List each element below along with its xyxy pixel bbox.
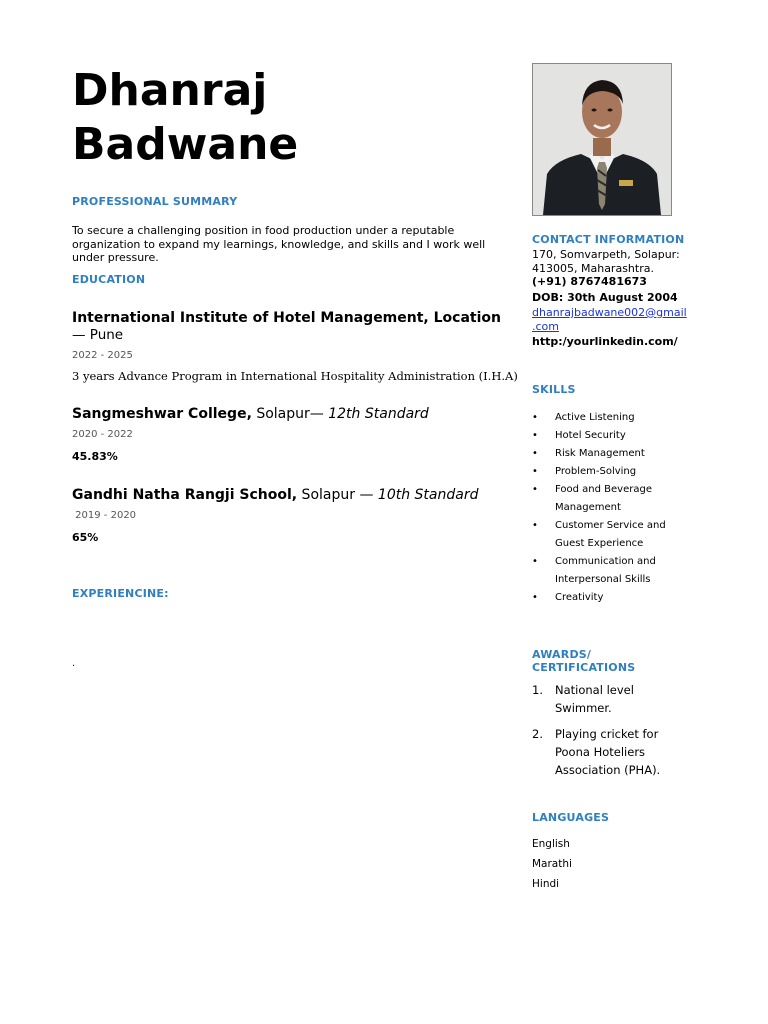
languages-list bbox=[532, 834, 572, 894]
skill-item: • Creativity bbox=[532, 589, 712, 607]
summary-heading: PROFESSIONAL SUMMARY bbox=[72, 195, 238, 208]
school-location: — Pune bbox=[72, 327, 124, 343]
contact-block bbox=[532, 248, 702, 349]
education-entry-1 bbox=[72, 310, 501, 326]
language-item: Marathi bbox=[532, 858, 572, 870]
skills-heading: SKILLS bbox=[532, 383, 576, 396]
school-name: Gandhi Natha Rangji School, bbox=[72, 487, 298, 503]
experience-heading: EXPERIENCINE: bbox=[72, 587, 169, 600]
skill-item: • Food and Beverage Management bbox=[532, 481, 712, 517]
language-item: Hindi bbox=[532, 878, 560, 890]
bullet-icon: • bbox=[532, 520, 538, 531]
skill-item: • Problem-Solving bbox=[532, 463, 712, 481]
person-illustration bbox=[533, 64, 671, 215]
language-item: English bbox=[532, 838, 570, 850]
school-name: International Institute of Hotel Management, Location bbox=[72, 310, 501, 326]
linkedin-url: http:/yourlinkedin.com/ bbox=[532, 335, 678, 348]
email-link-line2[interactable]: .com bbox=[532, 319, 559, 333]
skill-item: • Communication and Interpersonal Skills bbox=[532, 553, 712, 589]
email-link[interactable] bbox=[532, 306, 702, 333]
school-grade: 65% bbox=[72, 531, 99, 544]
education-heading: EDUCATION bbox=[72, 273, 146, 286]
profile-photo bbox=[532, 63, 672, 216]
bullet-icon: • bbox=[532, 466, 538, 477]
school-name: Sangmeshwar College, bbox=[72, 406, 252, 422]
awards-list bbox=[532, 681, 702, 787]
phone-number: (+91) 8767481673 bbox=[532, 275, 647, 288]
address-line: 170, Somvarpeth, Solapur: bbox=[532, 248, 680, 261]
skill-item: • Active Listening bbox=[532, 409, 712, 427]
school-grade: 45.83% bbox=[72, 450, 118, 463]
school-location: Solapur — bbox=[297, 487, 378, 503]
school-years: 2019 - 2020 bbox=[72, 510, 137, 521]
contact-heading: CONTACT INFORMATION bbox=[532, 233, 685, 246]
school-standard: 12th Standard bbox=[328, 406, 429, 422]
awards-heading: AWARDS/ CERTIFICATIONS bbox=[532, 648, 636, 674]
date-of-birth: DOB: 30th August 2004 bbox=[532, 290, 678, 304]
languages-heading: LANGUAGES bbox=[532, 811, 610, 824]
address-line: 413005, Maharashtra. bbox=[532, 261, 654, 275]
bullet-icon: • bbox=[532, 592, 538, 603]
school-location: Solapur— bbox=[251, 406, 329, 422]
program-detail: 3 years Advance Program in International Hospitality Administration (I.H.A) bbox=[72, 369, 518, 383]
skill-item: • Risk Management bbox=[532, 445, 712, 463]
school-years: 2020 - 2022 bbox=[72, 429, 133, 440]
skills-list bbox=[532, 409, 712, 607]
bullet-icon: • bbox=[532, 484, 538, 495]
school-standard: 10th Standard bbox=[377, 487, 479, 503]
experience-text: . bbox=[72, 658, 76, 669]
school-years: 2022 - 2025 bbox=[72, 350, 133, 361]
last-name: Badwane bbox=[72, 119, 299, 170]
award-item: 2. Playing cricket for Poona Hoteliers Association (PHA). bbox=[532, 727, 661, 777]
education-entry-2 bbox=[72, 406, 429, 422]
bullet-icon: • bbox=[532, 448, 538, 459]
bullet-icon: • bbox=[532, 412, 538, 423]
first-name: Dhanraj bbox=[72, 65, 268, 116]
education-entry-3 bbox=[72, 487, 478, 503]
award-item: 1. National level Swimmer. bbox=[532, 683, 634, 715]
skill-item: • Customer Service and Guest Experience bbox=[532, 517, 712, 553]
bullet-icon: • bbox=[532, 556, 538, 567]
candidate-name bbox=[72, 64, 298, 172]
summary-text: To secure a challenging position in food production under a reputable organization to expand my learnings, knowledge, and skills and I work well under pressure. bbox=[72, 224, 486, 264]
skill-item: • Hotel Security bbox=[532, 427, 712, 445]
email-link-line1[interactable]: dhanrajbadwane002@gmail bbox=[532, 306, 687, 319]
bullet-icon: • bbox=[532, 430, 538, 441]
